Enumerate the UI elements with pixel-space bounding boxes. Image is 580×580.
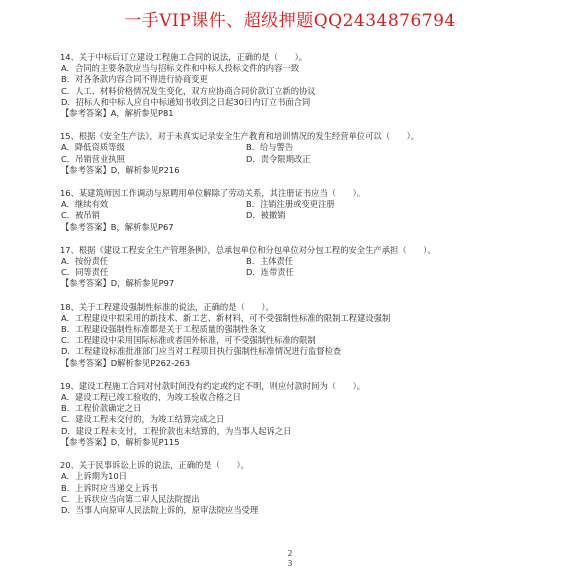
question-18 xyxy=(60,302,530,369)
reference-answer: 【参考答案】B，解析参见P67 xyxy=(61,221,174,232)
question-20 xyxy=(60,460,530,516)
option-d: D．建设工程未支付，工程价款也未结算的，为当事人起诉之日 xyxy=(61,425,292,436)
reference-answer: 【参考答案】D，解析参见P97 xyxy=(61,278,175,289)
question-stem: 14、关于中标后订立建设工程施工合同的说法，正确的是（ ）。 xyxy=(60,52,308,62)
reference-answer: 【参考答案】D解析参见P262-263 xyxy=(61,357,191,368)
option-a: A．上诉期为10日 xyxy=(61,471,128,482)
question-19 xyxy=(60,381,530,448)
watermark-banner: 一手VIP课件、超级押题QQ2434876794 xyxy=(124,11,456,31)
question-17 xyxy=(60,245,530,290)
option-c: C．吊销营业执照 xyxy=(61,153,125,164)
option-a: A．工程建设中拟采用的新技术、新工艺、新材料，可不受强制性标准的限制工程建设强制 xyxy=(61,312,391,323)
exam-page xyxy=(60,52,530,528)
reference-answer: 【参考答案】D，解析参见P216 xyxy=(61,164,180,175)
option-b: B．工程建设强制性标准都是关于工程质量的强制性条文 xyxy=(61,324,266,335)
reference-answer: 【参考答案】A，解析参见P81 xyxy=(61,108,174,119)
question-16 xyxy=(60,188,530,233)
option-b: B．上诉时应当递交上诉书 xyxy=(61,482,158,493)
option-b: B．注销注册或变更注册 xyxy=(246,199,335,210)
question-stem: 20、关于民事诉讼上诉的说法，正确的是（ ）。 xyxy=(60,460,249,471)
question-stem: 16、某建筑师因工作调动与原聘用单位解除了劳动关系，其注册证书应当（ ）。 xyxy=(60,188,366,199)
option-c: C．同等责任 xyxy=(61,267,109,278)
option-d: D．招标人和中标人应自中标通知书收到之日起30日内订立书面合同 xyxy=(61,96,311,107)
option-d: D．责令限期改正 xyxy=(246,153,311,164)
option-d: D．工程建设标准批准部门应当对工程项目执行强制性标准情况进行监督检查 xyxy=(61,346,342,357)
option-c: C．建设工程未交付的，为竣工结算完成之日 xyxy=(61,414,225,425)
option-c: C．被吊销 xyxy=(61,210,100,221)
question-14 xyxy=(60,52,530,119)
question-stem: 17、根据《建设工程安全生产管理条例》，总承包单位和分包单位对分包工程的安全生产承担（ ）。 xyxy=(60,244,436,255)
option-a: A．按份责任 xyxy=(61,256,109,267)
option-d: D．被撤销 xyxy=(246,210,286,221)
question-15 xyxy=(60,131,530,176)
option-c: C．工程建设中采用国际标准或者国外标准，可不受强制性标准的限制 xyxy=(61,335,316,346)
page-number-secondary: 3 xyxy=(287,559,293,568)
option-b: B．对各条款内容合同不得进行协商变更 xyxy=(61,74,208,85)
option-d: D．当事人向原审人民法院上诉的，原审法院应当受理 xyxy=(61,504,259,515)
option-a: A．继续有效 xyxy=(61,199,109,210)
option-b: B．给与警告 xyxy=(246,142,294,153)
option-b: B．工程价款确定之日 xyxy=(61,403,142,414)
question-stem: 19、建设工程施工合同对付款时间没有约定或约定不明，则应付款时间为（ ）。 xyxy=(60,380,366,391)
option-d: D．连带责任 xyxy=(246,267,294,278)
question-stem: 15、根据《安全生产法》，对于未真实记录安全生产教育和培训情况的发生经营单位可以（ ）。 xyxy=(60,131,420,142)
option-c: C．人工、材料价格情况发生变化，双方应协商合同价款订立新的协议 xyxy=(61,85,316,96)
option-a: A．降低资质等级 xyxy=(61,142,125,153)
page-number: 2 xyxy=(287,549,293,558)
reference-answer: 【参考答案】D，解析参见P115 xyxy=(61,436,180,447)
option-b: B．主体责任 xyxy=(246,256,294,267)
question-stem: 18、关于工程建设强制性标准的说法，正确的是（ ）。 xyxy=(60,301,274,312)
option-c: C．上诉状应当向第二审人民法院提出 xyxy=(61,493,200,504)
option-a: A．合同的主要条款应当与招标文件和中标人投标文件的内容一致 xyxy=(61,63,299,74)
option-a: A．建设工程已竣工验收的，为竣工验收合格之日 xyxy=(61,392,241,403)
